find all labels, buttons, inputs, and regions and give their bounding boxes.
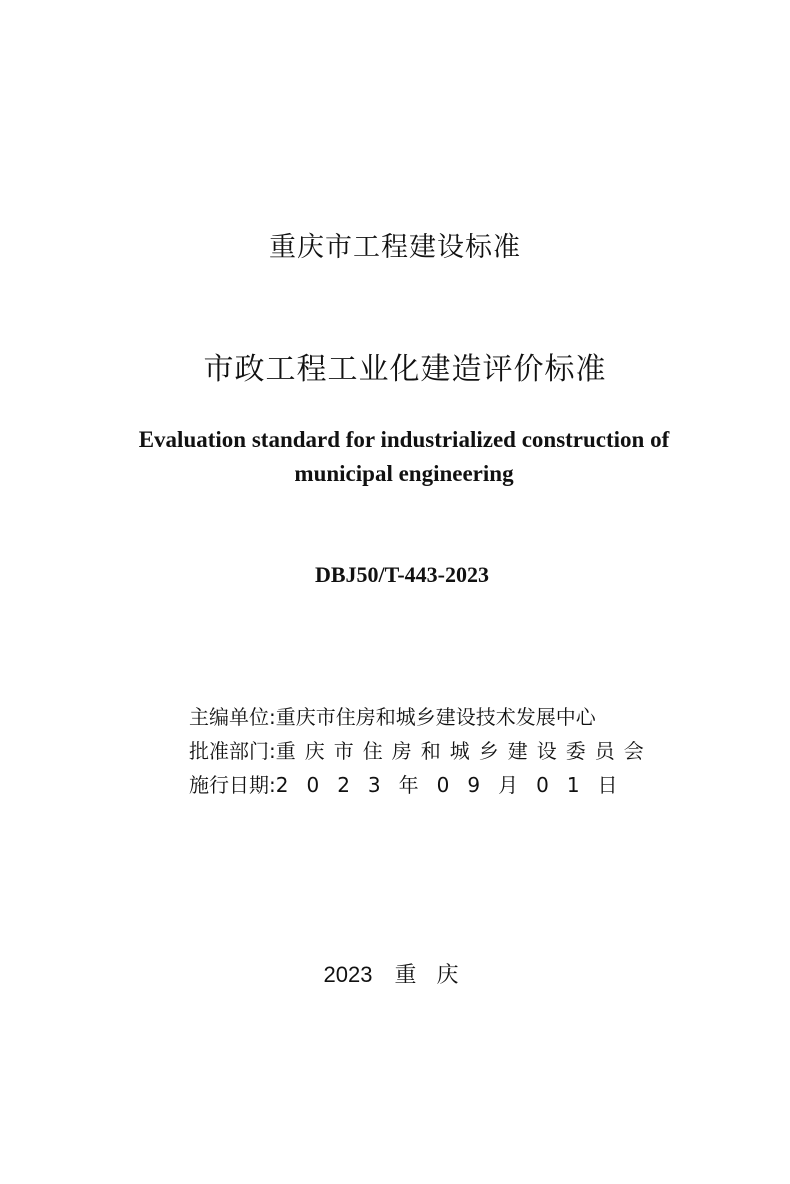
- approval-value: 重庆市住房和城乡建设委员会: [275, 739, 653, 763]
- english-title-line-2: municipal engineering: [294, 461, 514, 486]
- standard-code: DBJ50/T-443-2023: [315, 562, 489, 587]
- effective-date-value: 2023年09月01日: [275, 773, 636, 797]
- series-title: 重庆市工程建设标准: [269, 232, 521, 263]
- approval-row: [189, 734, 653, 768]
- publication-info: [189, 700, 653, 802]
- chief-editor-value: 重庆市住房和城乡建设技术发展中心: [275, 705, 596, 729]
- english-title-line-1: Evaluation standard for industrialized construction of: [138, 427, 670, 452]
- approval-label: 批准部门:: [189, 739, 276, 763]
- publication-footer: [0, 958, 790, 993]
- effective-date-row: [189, 768, 653, 802]
- page-title: 市政工程工业化建造评价标准: [203, 352, 607, 387]
- publication-year: 2023: [323, 962, 373, 987]
- effective-date-label: 施行日期:: [189, 773, 276, 797]
- chief-editor-row: [189, 700, 653, 734]
- english-title: [0, 423, 790, 491]
- publication-city: 重庆: [394, 963, 479, 988]
- chief-editor-label: 主编单位:: [189, 705, 276, 729]
